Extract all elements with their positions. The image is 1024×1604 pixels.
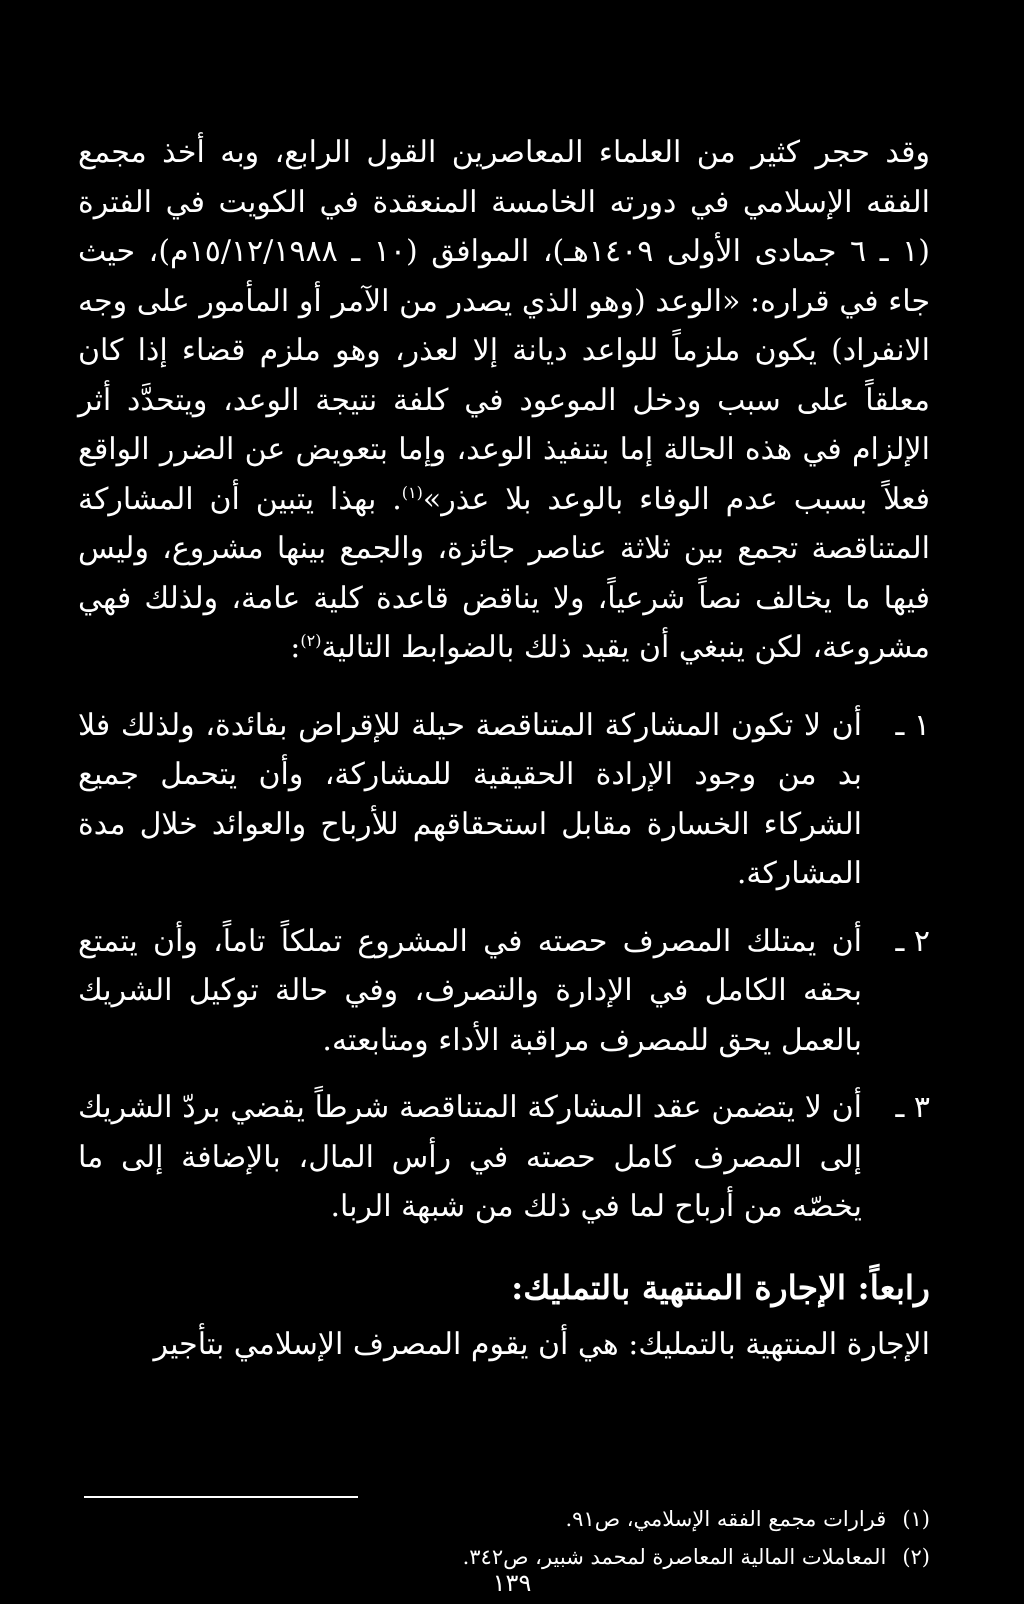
footnotes [340,1500,930,1576]
intro-text: وقد حجر كثير من العلماء المعاصرين القول الرابع، وبه أخذ مجمع الفقه الإسلامي في دورته الخامسة المنعقدة في الكويت في الفترة (١ ـ ٦ جمادى الأولى ١٤٠٩هـ)، الموافق (١٠ ـ ١٥/١٢/١٩٨٨م)، حيث جاء في قراره: «الوعد (وهو الذي يصدر من الآمر أو المأمور على وجه الانفراد) يكون ملزماً للواعد ديانة إلا لعذر، وهو ملزم قضاء إذا كان معلقاً على سبب ودخل الموعود في كلفة نتيجة الوعد، ويتحدَّد أثر الإلزام في هذه الحالة إما بتنفيذ الوعد، وإما بتعويض عن الضرر الواقع فعلاً بسبب عدم الوفاء بالوعد بلا عذر» [78,135,931,517]
list-item [78,701,930,899]
section-first-line: الإجارة المنتهية بالتمليك: هي أن يقوم المصرف الإسلامي بتأجير [153,1326,930,1362]
footnote-number: (١) [902,1507,930,1531]
list-item [78,1083,930,1232]
footnote-1 [340,1500,930,1538]
conditions-list [78,701,930,1232]
list-item-number: ١ ـ [895,707,930,743]
list-item [78,917,930,1066]
footnote-number: (٢) [902,1545,930,1569]
footnote-ref-1[interactable]: (١) [401,482,423,502]
section-heading: رابعاً: الإجارة المنتهية بالتمليك: [511,1267,930,1307]
list-item-number: ٢ ـ [895,923,930,959]
intro-paragraph [78,128,930,673]
footnote-text: قرارات مجمع الفقه الإسلامي، ص٩١. [565,1507,887,1531]
page-number: ١٣٩ [492,1569,532,1597]
footnote-2 [340,1538,930,1576]
list-item-text: أن يمتلك المصرف حصته في المشروع تملكاً تاماً، وأن يتمتع بحقه الكامل في الإدارة والتصرف، وفي حالة توكيل الشريك بالعمل يحق للمصرف مراقبة الأداء ومتابعته. [78,923,862,1058]
footnote-ref-2[interactable]: (٢) [300,631,322,650]
list-item-number: ٣ ـ [895,1090,930,1125]
list-item-text: أن لا يتضمن عقد المشاركة المتناقصة شرطاً يقضي بردّ الشريك إلى المصرف كامل حصته في رأس المال، بالإضافة إلى ما يخصّه من أرباح لما في ذلك من شبهة الربا. [78,1090,862,1224]
footnote-text: المعاملات المالية المعاصرة لمحمد شبير، ص٣٤٢. [462,1545,887,1569]
intro-text-continued: . بهذا يتبين أن المشاركة المتناقصة تجمع بين ثلاثة عناصر جائزة، والجمع بينها مشروع، وليس فيها ما يخالف نصاً شرعياً، ولا يناقض قاعدة كلية عامة، ولذلك فهي مشروعة، لكن ينبغي أن يقيد ذلك بالضوابط التالية [78,481,930,665]
list-item-text: أن لا تكون المشاركة المتناقصة حيلة للإقراض بفائدة، ولذلك فلا بد من وجود الإرادة الحقيقية للمشاركة، وأن يتحمل جميع الشركاء الخسارة مقابل استحقاقهم للأرباح والعوائد خلال مدة المشاركة. [78,707,863,891]
footnote-divider [84,1496,358,1498]
intro-text-end: : [290,630,301,665]
page-body [78,128,930,1568]
